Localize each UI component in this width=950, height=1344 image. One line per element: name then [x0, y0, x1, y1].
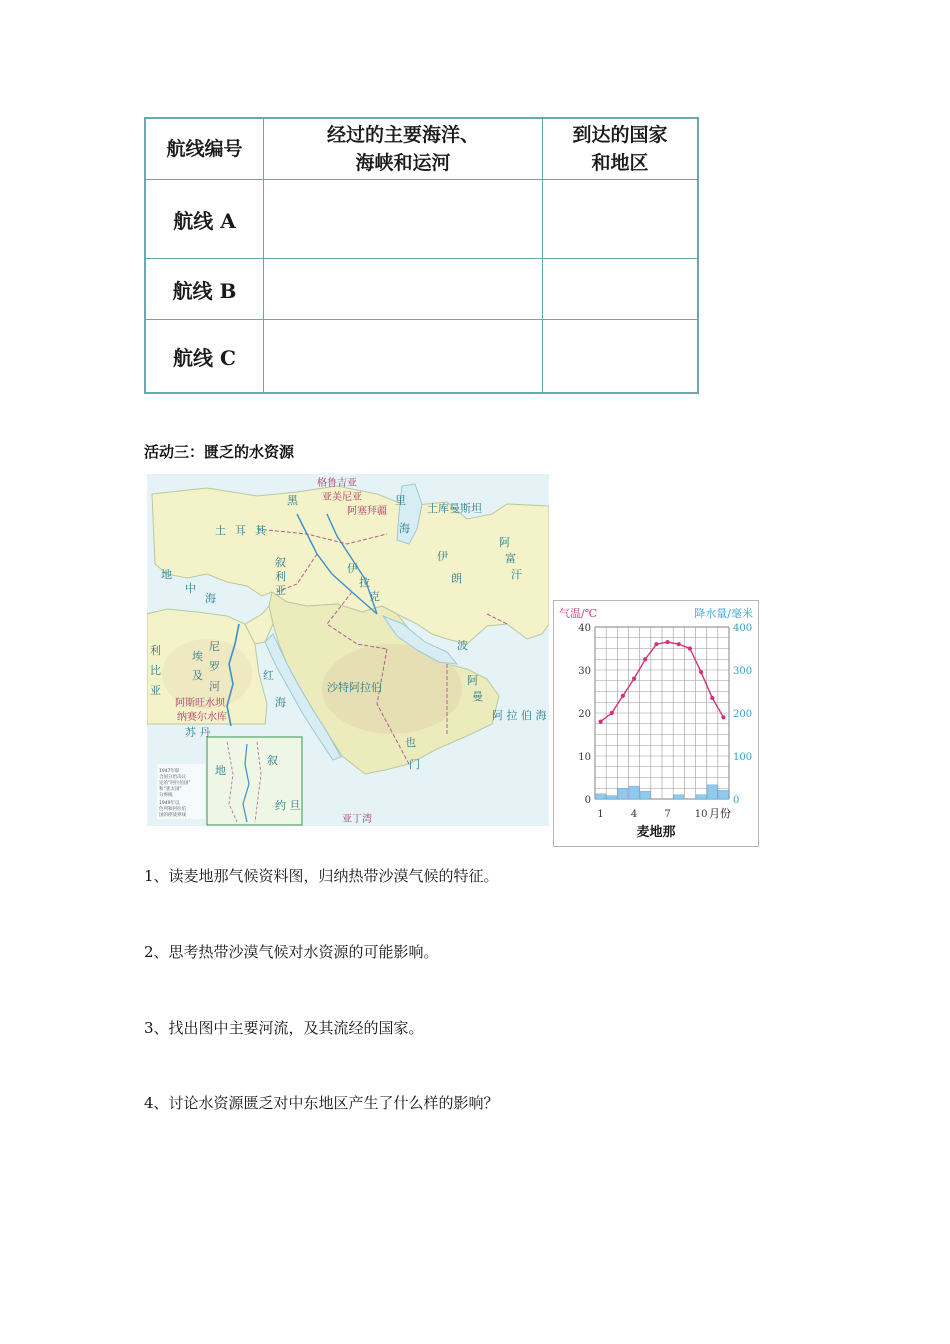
- label-georgia: 格鲁吉亚: [317, 478, 357, 489]
- temperature-point: [721, 715, 725, 719]
- label-syria-3: 亚: [275, 584, 286, 597]
- label-saudi: 沙特阿拉伯: [327, 681, 382, 694]
- label-afghan-2: 富: [505, 552, 516, 565]
- legend-line: 合国分治决议: [159, 775, 186, 780]
- route-table: [144, 117, 699, 394]
- route-a-label: 航线 A: [145, 180, 264, 259]
- x-tick-label: 1: [597, 809, 604, 820]
- label-oman-2: 曼: [472, 690, 483, 703]
- route-a-countries-cell[interactable]: [543, 180, 699, 259]
- right-tick-label: 200: [733, 709, 753, 720]
- precip-bar: [629, 786, 639, 799]
- climate-chart: [553, 600, 759, 847]
- label-iran-1: 伊: [437, 550, 448, 563]
- label-iraq-3: 克: [369, 590, 380, 603]
- x-tick-label: 10: [694, 809, 708, 820]
- question-3: 3、找出图中主要河流，及其流经的国家。: [144, 1019, 424, 1037]
- left-tick-label: 30: [578, 666, 591, 677]
- label-egypt-2: 及: [192, 669, 203, 682]
- question-2: 2、思考热带沙漠气候对水资源的可能影响。: [144, 943, 439, 961]
- label-black-sea: 黑: [287, 494, 298, 507]
- legend-line: 和“犹太国”: [159, 787, 182, 792]
- table-row: [145, 320, 698, 394]
- label-turkey-3: 其: [255, 524, 266, 537]
- route-b-label: 航线 B: [145, 259, 264, 320]
- precip-bar: [618, 788, 628, 799]
- temperature-point: [654, 642, 658, 646]
- right-tick-label: 400: [733, 623, 753, 634]
- label-yemen-1: 也: [405, 736, 416, 749]
- temperature-point: [610, 711, 614, 715]
- label-redsea-1: 红: [263, 669, 274, 682]
- question-4: 4、讨论水资源匮乏对中东地区产生了什么样的影响？: [144, 1094, 499, 1112]
- precip-bar: [718, 790, 728, 799]
- temperature-point: [598, 720, 602, 724]
- chart-ylabel-right: 降水量/毫米: [694, 607, 753, 620]
- label-nile-1: 尼: [209, 640, 220, 653]
- label-iran-2: 朗: [451, 572, 462, 585]
- temperature-point: [710, 696, 714, 700]
- precip-bar: [607, 796, 617, 799]
- label-oman-1: 阿: [467, 674, 478, 687]
- chart-xlabel: 月份: [709, 807, 731, 820]
- route-b-countries-cell[interactable]: [543, 259, 699, 320]
- x-tick-label: 4: [630, 809, 638, 820]
- label-yemen-2: 门: [409, 758, 420, 771]
- label-nile-3: 河: [209, 680, 220, 693]
- label-azerbaijan: 阿塞拜疆: [347, 506, 387, 517]
- header-seas-straits: 经过的主要海洋、 海峡和运河: [264, 118, 543, 180]
- label-arabian-sea: 阿 拉 伯 海: [492, 709, 547, 722]
- temperature-point: [621, 694, 625, 698]
- label-libya-1: 利: [150, 644, 161, 657]
- temperature-point: [643, 657, 647, 661]
- activity-title: 活动三：匮乏的水资源: [144, 443, 295, 461]
- label-afghan-1: 阿: [499, 536, 510, 549]
- left-tick-label: 10: [578, 752, 591, 763]
- temperature-point: [632, 677, 636, 681]
- label-turkey-2: 耳: [235, 524, 246, 537]
- legend-line: 分界线: [159, 793, 173, 798]
- route-b-seas-cell[interactable]: [264, 259, 543, 320]
- legend-line: 国的停战界线: [159, 813, 186, 818]
- route-c-label: 航线 C: [145, 320, 264, 394]
- right-tick-label: 100: [733, 752, 753, 763]
- right-tick-label: 300: [733, 666, 753, 677]
- precip-bar: [674, 795, 684, 799]
- left-tick-label: 0: [584, 795, 591, 806]
- precip-bar: [707, 785, 717, 799]
- label-syria-1: 叙: [275, 556, 286, 569]
- label-libya-2: 比: [150, 664, 161, 677]
- label-inset-jordan: 约 旦: [275, 799, 301, 812]
- label-sudan: 苏 丹: [185, 726, 211, 739]
- label-libya-3: 亚: [150, 684, 161, 697]
- legend-line: 色列和阿拉伯: [159, 807, 186, 812]
- table-header-row: [145, 118, 698, 180]
- label-gulf-aden: 亚丁湾: [342, 814, 372, 825]
- question-1: 1、读麦地那气候资料图，归纳热带沙漠气候的特征。: [144, 867, 499, 885]
- left-tick-label: 20: [578, 709, 591, 720]
- table-row: [145, 259, 698, 320]
- header-route-id: 航线编号: [145, 118, 264, 180]
- label-armenia: 亚美尼亚: [322, 492, 362, 503]
- legend-line: 定的“阿拉伯国”: [159, 781, 191, 786]
- header-countries: 到达的国家 和地区: [543, 118, 699, 180]
- legend-line: 1949年以: [159, 801, 180, 806]
- label-persian-gulf-1: 波: [457, 639, 468, 652]
- label-med-1: 地: [161, 568, 172, 581]
- chart-title: 麦地那: [636, 825, 676, 840]
- route-a-seas-cell[interactable]: [264, 180, 543, 259]
- right-tick-label: 0: [733, 795, 740, 806]
- label-nile-2: 罗: [209, 660, 220, 673]
- route-c-seas-cell[interactable]: [264, 320, 543, 394]
- label-turkey-1: 土: [215, 524, 226, 537]
- label-egypt-1: 埃: [192, 650, 203, 663]
- route-c-countries-cell[interactable]: [543, 320, 699, 394]
- precip-bar: [640, 791, 650, 799]
- label-syria-2: 利: [275, 570, 286, 583]
- temperature-point: [665, 640, 669, 644]
- label-redsea-2: 海: [275, 696, 286, 709]
- x-tick-label: 7: [664, 809, 671, 820]
- chart-ylabel-left: 气温/℃: [559, 607, 598, 620]
- label-turkmen: 土库曼斯坦: [427, 502, 482, 515]
- left-tick-label: 40: [578, 623, 591, 634]
- precip-bar: [596, 794, 606, 799]
- middle-east-map: [147, 474, 549, 826]
- label-med-2: 中: [185, 582, 196, 595]
- precip-bar: [696, 795, 706, 799]
- label-afghan-3: 汗: [511, 568, 522, 581]
- legend-line: 1947年联: [159, 769, 180, 774]
- temperature-point: [699, 670, 703, 674]
- label-nasser: 纳赛尔水库: [177, 712, 227, 723]
- label-iraq-2: 拉: [359, 576, 370, 589]
- label-caspian-1: 里: [395, 494, 406, 507]
- label-caspian-2: 海: [399, 522, 410, 535]
- label-med-3: 海: [205, 592, 216, 605]
- label-aswan: 阿斯旺水坝: [175, 698, 225, 709]
- temperature-point: [688, 646, 692, 650]
- label-inset-syria: 叙: [267, 754, 278, 767]
- label-inset-med: 地: [215, 764, 226, 777]
- label-iraq-1: 伊: [347, 562, 358, 575]
- temperature-point: [677, 642, 681, 646]
- table-row: [145, 180, 698, 259]
